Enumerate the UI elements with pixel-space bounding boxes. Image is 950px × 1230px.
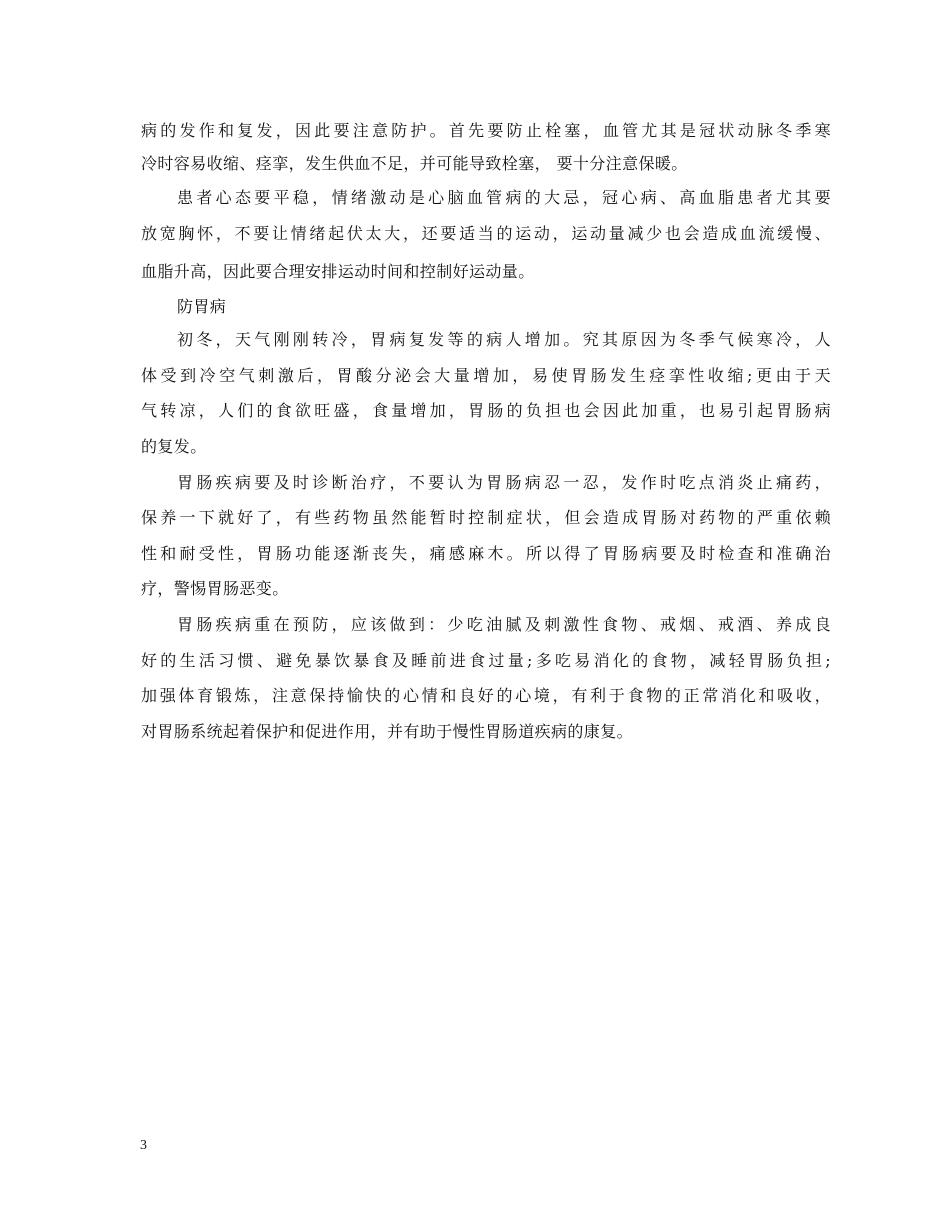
page-number: 3	[140, 1138, 147, 1153]
text-line: 初冬，天气刚刚转冷，胃病复发等的病人增加。究其原因为冬季气候寒冷，人	[177, 330, 831, 349]
text-line: 冷时容易收缩、痉挛，发生供血不足，并可能导致栓塞， 要十分注意保暖。	[141, 154, 688, 173]
text-line: 放宽胸怀，不要让情绪起伏太大，还要适当的运动，运动量减少也会造成血流缓慢、	[141, 224, 831, 243]
text-line: 体受到冷空气刺激后，胃酸分泌会大量增加，易使胃肠发生痉挛性收缩;更由于天	[141, 366, 831, 385]
text-line: 加强体育锻炼，注意保持愉快的心情和良好的心境，有利于食物的正常消化和吸收，	[141, 686, 831, 705]
text-line: 性和耐受性，胃肠功能逐渐丧失，痛感麻木。所以得了胃肠病要及时检查和准确治	[141, 544, 831, 563]
text-line: 好的生活习惯、避免暴饮暴食及睡前进食过量;多吃易消化的食物，减轻胃肠负担;	[141, 651, 831, 670]
text-line: 血脂升高，因此要合理安排运动时间和控制好运动量。	[141, 262, 535, 281]
section-heading: 防胃病	[177, 297, 227, 316]
text-line: 胃肠疾病重在预防，应该做到：少吃油腻及刺激性食物、戒烟、戒酒、养成良	[177, 615, 831, 634]
text-line: 胃肠疾病要及时诊断治疗，不要认为胃肠病忍一忍，发作时吃点消炎止痛药，	[177, 473, 831, 492]
text-line: 患者心态要平稳，情绪激动是心脑血管病的大忌，冠心病、高血脂患者尤其要	[177, 188, 831, 207]
text-line: 气转凉，人们的食欲旺盛，食量增加，胃肠的负担也会因此加重，也易引起胃肠病	[141, 401, 831, 420]
text-line: 病的发作和复发，因此要注意防护。首先要防止栓塞，血管尤其是冠状动脉冬季寒	[141, 121, 831, 140]
text-line: 疗，警惕胃肠恶变。	[141, 579, 289, 598]
text-line: 对胃肠系统起着保护和促进作用，并有助于慢性胃肠道疾病的康复。	[141, 722, 634, 741]
text-line: 的复发。	[141, 437, 207, 456]
text-line: 保养一下就好了，有些药物虽然能暂时控制症状，但会造成胃肠对药物的严重依赖	[141, 508, 831, 527]
